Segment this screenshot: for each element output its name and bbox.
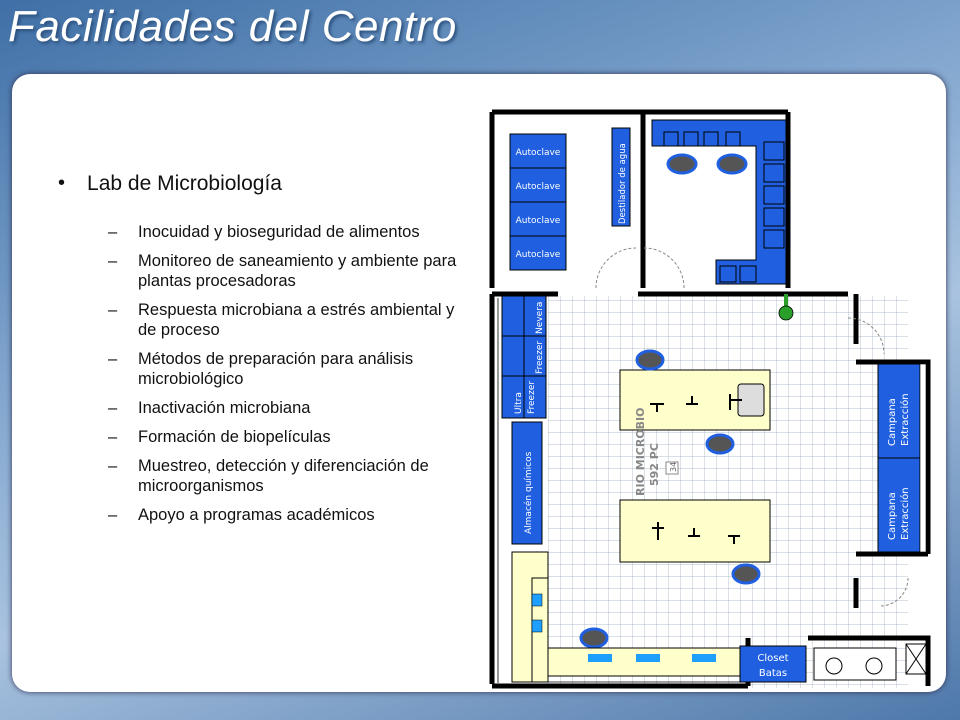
campana-1-line-2: Extracción	[900, 393, 911, 446]
room-name: RIO MICROBIO	[634, 407, 647, 496]
closet-label-2: Batas	[758, 668, 788, 679]
sub-bullet-text: Inocuidad y bioseguridad de alimentos	[138, 223, 420, 241]
slide-title: Facilidades del Centro	[8, 2, 457, 51]
autoclave-stack	[510, 134, 566, 270]
sub-bullet-text: Monitoreo de saneamiento y ambiente para plantas procesadoras	[138, 252, 457, 290]
sub-bullet: – Inactivación microbiana	[108, 399, 311, 417]
autoclave-label: Autoclave	[515, 250, 561, 260]
sinks	[814, 644, 926, 680]
floor-tiles	[548, 296, 908, 688]
chemical-storage	[512, 422, 542, 544]
sub-bullet-text: Respuesta microbiana a estrés ambiental y de proceso	[138, 301, 455, 339]
sub-bullet: – Métodos de preparación para análisis microbiológico	[108, 349, 458, 389]
room-number: 34	[669, 461, 678, 472]
room-code: 592 PC	[648, 443, 661, 486]
almacen-label: Almacén químicos	[524, 451, 534, 534]
refrigeration-units	[502, 296, 546, 418]
bottom-bench	[548, 648, 748, 676]
freezer-label: Freezer	[535, 340, 545, 374]
sub-bullet-text: Muestreo, detección y diferenciación de microorganismos	[138, 457, 429, 495]
fume-hoods	[878, 364, 926, 552]
sub-bullet-list	[58, 222, 458, 525]
closet-label-1: Closet	[757, 653, 789, 664]
sub-bullet: – Monitoreo de saneamiento y ambiente para plantas procesadoras	[108, 252, 457, 290]
autoclave-label: Autoclave	[515, 216, 561, 226]
main-bullet	[58, 172, 458, 196]
sub-bullet: – Formación de biopelículas	[108, 428, 331, 446]
left-bench	[512, 552, 548, 682]
water-distiller	[612, 128, 630, 226]
autoclave-label: Autoclave	[515, 148, 561, 158]
bullet-list	[58, 172, 458, 534]
sub-bullet: – Inocuidad y bioseguridad de alimentos	[108, 223, 420, 241]
lab-floor-plan	[488, 108, 932, 690]
sub-bullet-text: Inactivación microbiana	[138, 399, 311, 417]
sub-bullet: – Apoyo a programas académicos	[108, 506, 375, 524]
campana-1-line-1: Campana	[887, 398, 898, 446]
nevera-label: Nevera	[535, 301, 545, 334]
sub-bullet: – Muestreo, detección y diferenciación de microorganismos	[108, 456, 458, 496]
distiller-label: Destilador de agua	[618, 143, 628, 224]
sub-bullet-text: Formación de biopelículas	[138, 428, 331, 446]
closet-batas	[740, 646, 806, 682]
ultra-freezer-label-2: Freezer	[527, 380, 537, 414]
bullet-dot: •	[58, 172, 66, 194]
island-bench-2	[620, 500, 770, 562]
campana-2-line-2: Extracción	[900, 487, 911, 540]
sub-bullet-text: Apoyo a programas académicos	[138, 506, 375, 524]
main-bullet-text: Lab de Microbiología	[87, 172, 282, 195]
campana-2-line-1: Campana	[887, 492, 898, 540]
sub-bullet: – Respuesta microbiana a estrés ambiental y de proceso	[108, 300, 458, 340]
autoclave-label: Autoclave	[515, 182, 561, 192]
ultra-freezer-label-1: Ultra	[514, 392, 524, 414]
sub-bullet-text: Métodos de preparación para análisis microbiológico	[138, 350, 414, 388]
